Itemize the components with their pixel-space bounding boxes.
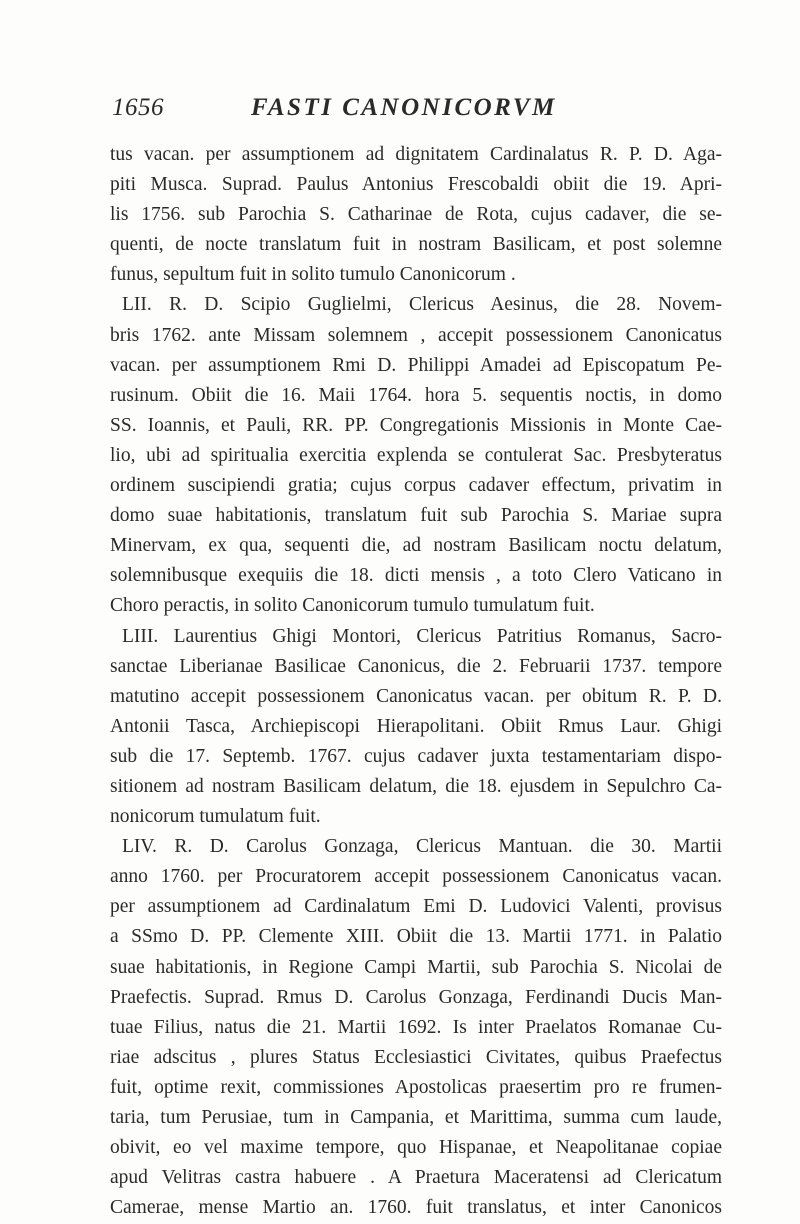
text-line: riae adscitus , plures Status Ecclesiastici Civitates, quibus Praefectus xyxy=(110,1046,722,1068)
entry-heading-line: LIV. R. D. Carolus Gonzaga, Clericus Mantuan. die 30. Martii xyxy=(122,836,722,858)
text-line: vacan. per assumptionem Rmi D. Philippi Amadei ad Episcopatum Pe- xyxy=(110,354,722,376)
text-line: bris 1762. ante Missam solemnem , accepit possessionem Canonicatus xyxy=(110,324,722,346)
entry-heading-line: LIII. Laurentius Ghigi Montori, Clericus Patritius Romanus, Sacro- xyxy=(122,625,722,647)
text-line: tus vacan. per assumptionem ad dignitatem Cardinalatus R. P. D. Aga- xyxy=(110,144,722,165)
text-line: funus, sepultum fuit in solito tumulo Canonicorum . xyxy=(110,264,516,286)
text-line: tuae Filius, natus die 21. Martii 1692. Is inter Praelatos Romanae Cu- xyxy=(110,1016,722,1038)
text-line: lis 1756. sub Parochia S. Catharinae de Rota, cujus cadaver, die se- xyxy=(110,204,722,226)
text-line: Antonii Tasca, Archiepiscopi Hierapolitani. Obiit Rmus Laur. Ghigi xyxy=(110,715,722,737)
text-line: quenti, de nocte translatum fuit in nostram Basilicam, et post solemne xyxy=(110,234,722,256)
text-line: sanctae Liberianae Basilicae Canonicus, die 2. Februarii 1737. tempore xyxy=(110,655,722,677)
text-line: fuit, optime rexit, commissiones Apostolicas praesertim pro re frumen- xyxy=(110,1076,722,1098)
text-line: per assumptionem ad Cardinalatum Emi D. Ludovici Valenti, provisus xyxy=(110,896,722,918)
text-line: apud Velitras castra habuere . A Praetura Maceratensi ad Clericatum xyxy=(110,1167,722,1189)
text-line: sitionem ad nostram Basilicam delatum, die 18. ejusdem in Sepulchro Ca- xyxy=(110,775,722,797)
text-line: solemnibusque exequiis die 18. dicti mensis , a toto Clero Vaticano in xyxy=(110,565,722,587)
text-line: domo suae habitationis, translatum fuit sub Parochia S. Mariae supra xyxy=(110,505,722,527)
body-text xyxy=(110,140,722,1223)
text-line: Minervam, ex qua, sequenti die, ad nostram Basilicam noctu delatum, xyxy=(110,535,722,557)
text-line: ordinem suscipiendi gratia; cujus corpus cadaver effectum, privatim in xyxy=(110,475,722,497)
page-number: 1656 xyxy=(112,94,164,121)
text-line: sub die 17. Septemb. 1767. cujus cadaver juxta testamentariam dispo- xyxy=(110,745,722,767)
text-line: lio, ubi ad spiritualia exercitia explenda se contulerat Sac. Presbyteratus xyxy=(110,444,722,466)
text-line: suae habitationis, in Regione Campi Martii, sub Parochia S. Nicolai de xyxy=(110,956,722,978)
text-line: Camerae, mense Martio an. 1760. fuit translatus, et inter Canonicos xyxy=(110,1197,722,1219)
text-line: anno 1760. per Procuratorem accepit possessionem Canonicatus vacan. xyxy=(110,866,722,888)
page-header xyxy=(112,94,712,134)
running-title: FASTI CANONICORVM xyxy=(251,94,557,121)
text-line: nonicorum tumulatum fuit. xyxy=(110,806,321,828)
text-line: piti Musca. Suprad. Paulus Antonius Frescobaldi obiit die 19. Apri- xyxy=(110,174,722,196)
text-line: taria, tum Perusiae, tum in Campania, et Marittima, summa cum laude, xyxy=(110,1107,722,1128)
text-line: matutino accepit possessionem Canonicatus vacan. per obitum R. P. D. xyxy=(110,685,722,707)
text-line: Choro peractis, in solito Canonicorum tumulo tumulatum fuit. xyxy=(110,595,595,617)
text-line: SS. Ioannis, et Pauli, RR. PP. Congregationis Missionis in Monte Cae- xyxy=(110,414,722,436)
text-line: a SSmo D. PP. Clemente XIII. Obiit die 13. Martii 1771. in Palatio xyxy=(110,926,722,948)
text-line: Praefectis. Suprad. Rmus D. Carolus Gonzaga, Ferdinandi Ducis Man- xyxy=(110,986,722,1008)
entry-heading-line: LII. R. D. Scipio Guglielmi, Clericus Aesinus, die 28. Novem- xyxy=(122,294,722,316)
text-line: obivit, eo vel maxime tempore, quo Hispanae, et Neapolitanae copiae xyxy=(110,1137,722,1159)
text-line: rusinum. Obiit die 16. Maii 1764. hora 5. sequentis noctis, in domo xyxy=(110,384,722,406)
